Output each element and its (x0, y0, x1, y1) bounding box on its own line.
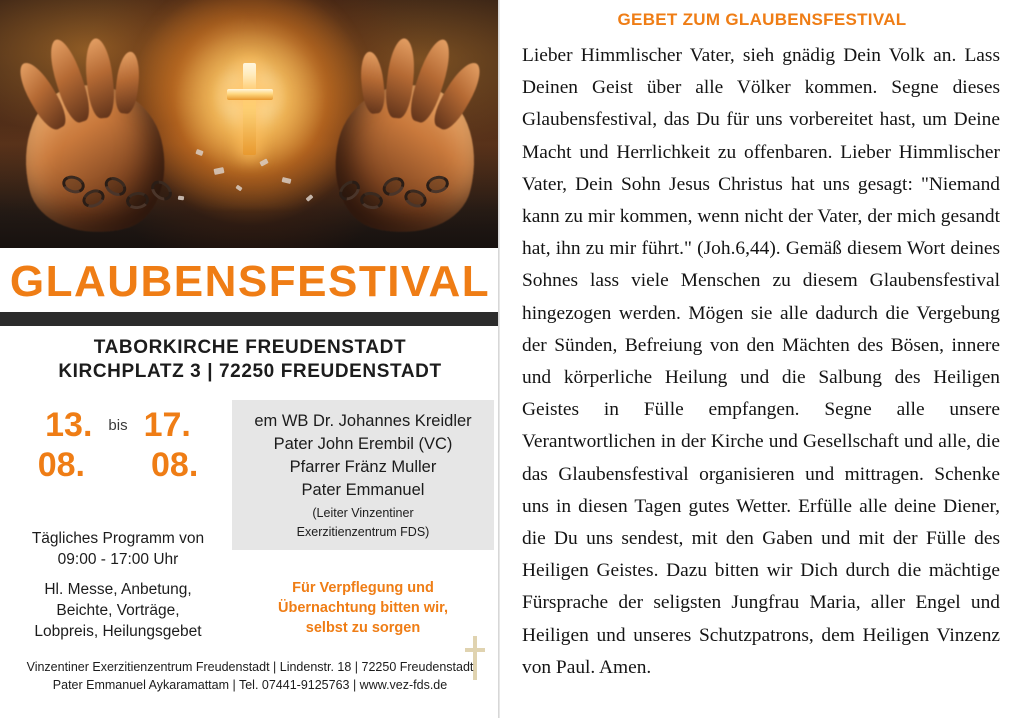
program-block (10, 528, 226, 642)
speaker-note-line1: (Leiter Vinzentiner (312, 506, 414, 520)
date-month-row (18, 445, 218, 485)
flyer-panel (0, 0, 500, 718)
flyer-footer (0, 658, 500, 694)
date-block (18, 405, 218, 485)
dark-divider (0, 312, 500, 326)
venue-block (0, 336, 500, 384)
flyer-title-band (0, 248, 500, 316)
catering-line2: Übernachtung bitten wir, (278, 600, 448, 616)
footer-contact: Pater Emmanuel Aykaramattam | Tel. 07441-9125763 | www.vez-fds.de (52, 678, 448, 692)
page-title: GLAUBENSFESTIVAL (9, 257, 491, 306)
program-item-line1: Hl. Messe, Anbetung, (44, 581, 192, 598)
hero-image (0, 0, 500, 248)
program-item-line2: Beichte, Vorträge, (56, 602, 180, 619)
prayer-heading: GEBET ZUM GLAUBENSFESTIVAL (617, 10, 907, 29)
prayer-text: Lieber Himmlischer Vater, sieh gnädig Dein Volk an. Lass Deinen Geist über alle Völker kommen. Segne dieses Glaubensfestival, das Du für uns vorbereitet hast, um Deine Macht und Herrlichkeit zu offenbaren. Lieber Himmlischer Vater, Dein Sohn Jesus Christus hat uns gesagt: "Niemand kann zu mir kommen, wenn nicht der Vater, der mich gesandt hat, ihn zu mir führt." (Joh.6,44). Gemäß diesem Wort deines Sohnes lass viele Menschen zu diesem Glaubensfestival hingezogen werden. Mögen sie alle dadurch die Vergebung der Sünden, Befreiung von den Mächten des Bösen, innere und körperliche Heilung und die Salbung des Heiligen Geistes in Fülle empfangen. Segne alle unsere Verantwortlichen in der Kirche und Gesellschaft und alle, die das Glaubensfestival organisieren und mittragen. Schenke uns in diesen Tagen gutes Wetter. Erfülle alle deine Diener, die Du uns sendest, mit den Gaben und mit der Fülle des Heiligen Geistes. Dazu bitten wir Dich durch die mächtige Fürsprache der seligsten Jungfrau Maria, aller Engel und Heiligen und unseres Schutzpatrons, dem Heiligen Vinzenz von Paul. Amen. (522, 45, 1000, 678)
speaker-item: Pater John Erembil (VC) (273, 435, 453, 453)
footer-organisation: Vinzentiner Exerzitienzentrum Freudenstadt | Lindenstr. 18 | 72250 Freudenstadt (26, 660, 474, 674)
speaker-item: Pfarrer Fränz Muller (289, 458, 437, 476)
speakers-box (232, 400, 494, 550)
speaker-item: Pater Emmanuel (301, 481, 425, 499)
catering-line1: Für Verpflegung und (292, 580, 434, 596)
end-month: 08. (151, 446, 199, 484)
start-month: 08. (37, 446, 85, 484)
speakers-list (232, 400, 494, 540)
speaker-item: em WB Dr. Johannes Kreidler (254, 412, 472, 430)
date-day-row (18, 405, 218, 445)
catering-line3: selbst zu sorgen (305, 620, 421, 636)
catering-notice (246, 578, 480, 638)
program-heading-line2: 09:00 - 17:00 Uhr (57, 551, 179, 568)
venue-name: TABORKIRCHE FREUDENSTADT (93, 337, 407, 358)
venue-address: KIRCHPLATZ 3 | 72250 FREUDENSTADT (58, 361, 442, 382)
program-item-line3: Lobpreis, Heilungsgebet (34, 623, 202, 640)
date-separator: bis (108, 416, 128, 434)
debris-shard (178, 196, 184, 201)
program-heading-line1: Tägliches Programm von (31, 530, 205, 547)
glowing-cross-icon (223, 63, 277, 155)
end-day: 17. (143, 406, 191, 444)
start-day: 13. (45, 406, 93, 444)
prayer-panel (500, 0, 1024, 718)
speaker-note-line2: Exerzitienzentrum FDS) (296, 525, 430, 539)
